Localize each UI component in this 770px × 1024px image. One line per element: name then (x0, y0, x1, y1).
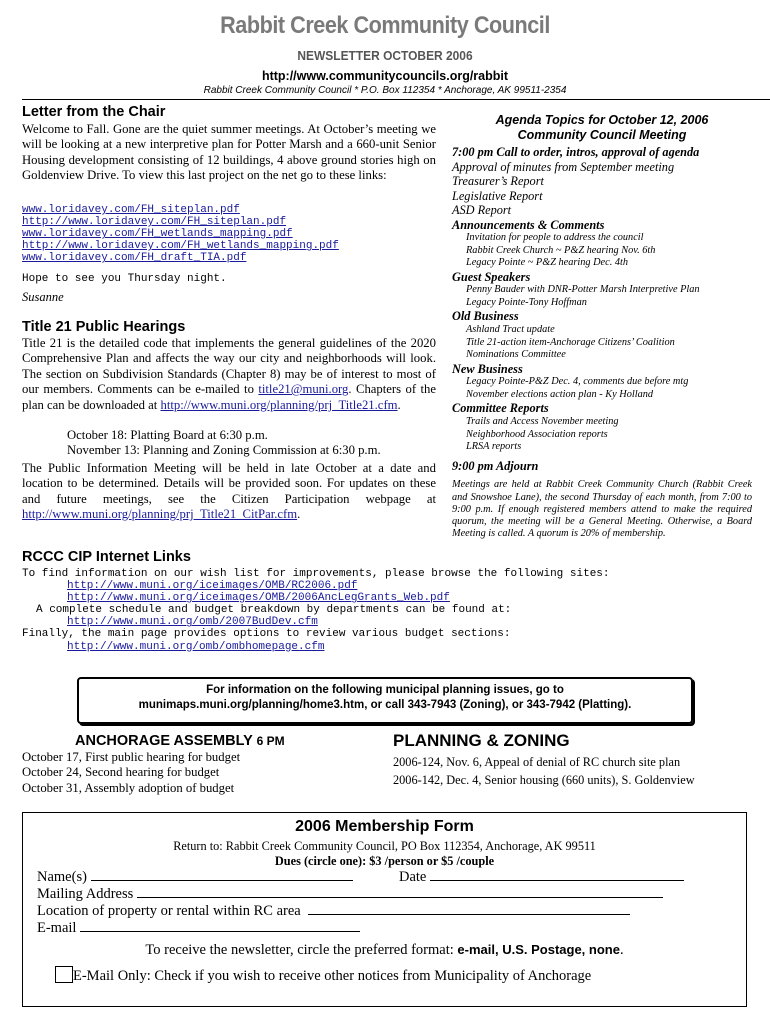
agenda-item: Treasurer’s Report (452, 174, 544, 188)
info-box-line: For information on the following municipal planning issues, go to (206, 684, 564, 696)
header-divider (22, 99, 770, 100)
assembly-list (22, 750, 240, 796)
location-field-row (37, 902, 630, 920)
date-input[interactable] (430, 868, 684, 881)
agenda-subtitle: Community Council Meeting (517, 128, 687, 142)
citizen-participation-link[interactable]: http://www.muni.org/planning/prj_Title21_CitPar.cfm (22, 507, 298, 522)
cip-link[interactable]: http://www.muni.org/iceimages/OMB/RC2006.pdf (67, 580, 358, 593)
assembly-item: October 17, First public hearing for budget (22, 750, 241, 764)
agenda-column (452, 113, 752, 541)
title21-paragraph-1: Title 21 is the detailed code that implements the general guidelines of the 2020 Comprehensive Plan and affects the way our city and neighborhoods will look. The section on Subdivision Standards (Chapter 8) may be of interest to most of our members. Comments can be e-mailed to title21@muni.org. Chapters of the plan can be downloaded at http://www.muni.org/planning/prj_Title21.cfm. (22, 336, 437, 412)
new-business-item: Legacy Pointe-P&Z Dec. 4, comments due before mtg (466, 376, 689, 388)
committee-report: Trails and Access November meeting (466, 415, 619, 427)
announcement-item: Rabbit Creek Church ~ P&Z hearing Nov. 6th (466, 244, 656, 256)
new-business-heading: New Business (452, 361, 523, 376)
agenda-item: Legislative Report (452, 188, 543, 203)
email-only-row (55, 966, 591, 985)
assembly-item: October 31, Assembly adoption of budget (22, 780, 235, 795)
committee-report: Neighborhood Association reports (466, 428, 608, 440)
new-business-item: November elections action plan - Ky Holland (466, 388, 654, 400)
name-label: Name(s) (37, 869, 87, 885)
cip-link[interactable]: http://www.muni.org/omb/2007BudDev.cfm (67, 616, 318, 629)
letter-link[interactable]: http://www.loridavey.com/FH_wetlands_mapping.pdf (22, 240, 339, 253)
mailing-label: Mailing Address (37, 886, 134, 902)
cip-link[interactable]: http://www.muni.org/iceimages/OMB/2006AncLegGrants_Web.pdf (67, 592, 450, 605)
letter-heading: Letter from the Chair (22, 104, 166, 120)
title21-dates (67, 428, 381, 459)
planning-info-box (77, 677, 693, 724)
letter-link[interactable]: www.loridavey.com/FH_siteplan.pdf (22, 204, 240, 216)
cip-links-block (22, 568, 610, 653)
announcement-item: Invitation for people to address the council (466, 232, 644, 243)
planning-list (393, 753, 695, 789)
email-only-checkbox[interactable] (55, 966, 73, 983)
cip-link[interactable]: http://www.muni.org/omb/ombhomepage.cfm (67, 640, 325, 653)
name-field-row (37, 868, 353, 886)
email-label: E-mail (37, 920, 77, 936)
title21-heading: Title 21 Public Hearings (22, 319, 186, 335)
letter-body: Welcome to Fall. Gone are the quiet summer meetings. At October’s meeting we will be looking at a new interpretive plan for Potter Marsh and a 660-unit Senior Housing development consisting of 12 buildings, 4 above ground stories high on Goldenview Drive. To view this last project on the net go to these links: (22, 122, 436, 183)
hearing-date: October 18: Platting Board at 6:30 p.m. (67, 428, 268, 442)
mailing-field-row (37, 885, 663, 903)
name-input[interactable] (91, 868, 353, 881)
cip-heading: RCCC CIP Internet Links (22, 549, 191, 565)
planning-item: 2006-142, Dec. 4, Senior housing (660 units), S. Goldenview (393, 773, 695, 787)
website-url[interactable]: http://www.communitycouncils.org/rabbit (261, 69, 509, 83)
newsletter-issue: NEWSLETTER OCTOBER 2006 (297, 48, 473, 63)
guest-speaker: Legacy Pointe-Tony Hoffman (466, 296, 587, 308)
announcement-item: Legacy Pointe ~ P&Z hearing Dec. 4th (466, 257, 628, 269)
assembly-time: 6 PM (256, 734, 285, 748)
mailing-input[interactable] (137, 885, 663, 898)
old-business-heading: Old Business (452, 309, 519, 324)
cip-text: Finally, the main page provides options to review various budget sections: (22, 628, 511, 641)
hearing-date: November 13: Planning and Zoning Commission at 6:30 p.m. (67, 443, 381, 458)
committee-report: LRSA reports (466, 441, 522, 453)
date-label: Date (399, 869, 427, 885)
agenda-item: Approval of minutes from September meeting (452, 159, 675, 174)
assembly-heading: ANCHORAGE ASSEMBLY 6 PM (75, 733, 285, 749)
announcements-heading: Announcements & Comments (452, 217, 605, 232)
location-input[interactable] (308, 902, 630, 915)
letter-links (22, 204, 339, 264)
email-only-label: E-Mail Only: Check if you wish to receive other notices from Municipality of Anchorage (73, 968, 592, 984)
newsletter-title: Rabbit Creek Community Council (220, 12, 550, 39)
email-input[interactable] (80, 919, 360, 932)
cip-text: To find information on our wish list for improvements, please browse the following sites: (22, 568, 610, 580)
old-business-item: Nominations Committee (466, 349, 566, 361)
planning-item: 2006-124, Nov. 6, Appeal of denial of RC church site plan (393, 755, 681, 769)
form-dues: Dues (circle one): $3 /person or $5 /couple (274, 854, 495, 868)
adjourn-time: 9:00 pm Adjourn (452, 458, 539, 473)
newsletter-format-row: To receive the newsletter, circle the preferred format: e-mail, U.S. Postage, none. (145, 942, 624, 958)
info-box-line: munimaps.muni.org/planning/home3.htm, or call 343-7943 (Zoning), or 343-7942 (Platting). (138, 699, 632, 711)
agenda-item: ASD Report (452, 203, 512, 217)
letter-link[interactable]: www.loridavey.com/FH_wetlands_mapping.pdf (22, 228, 293, 241)
guest-speakers-heading: Guest Speakers (452, 269, 531, 284)
letter-link[interactable]: http://www.loridavey.com/FH_siteplan.pdf (22, 216, 287, 229)
title21-download-link[interactable]: http://www.muni.org/planning/prj_Title21.cfm (160, 397, 398, 412)
old-business-item: Title 21-action item-Anchorage Citizens’ Coalition (466, 336, 675, 348)
old-business-item: Ashland Tract update (466, 323, 555, 335)
cip-text: A complete schedule and budget breakdown by departments can be found at: (36, 604, 512, 617)
date-field-row (399, 868, 684, 886)
letter-link[interactable]: www.loridavey.com/FH_draft_TIA.pdf (22, 252, 247, 265)
email-field-row (37, 919, 360, 937)
committee-reports-heading: Committee Reports (452, 401, 549, 416)
membership-form (22, 812, 747, 1007)
letter-closing: Hope to see you Thursday night. (22, 273, 227, 285)
title21-email-link[interactable]: title21@muni.org (258, 382, 349, 397)
form-title: 2006 Membership Form (295, 818, 474, 835)
form-return-address: Return to: Rabbit Creek Community Council, PO Box 112354, Anchorage, AK 99511 (173, 839, 596, 853)
agenda-call-to-order: 7:00 pm Call to order, intros, approval of agenda (452, 145, 700, 159)
meeting-note: Meetings are held at Rabbit Creek Community Church (Rabbit Creek and Snowshoe Lane), the second Thursday of each month, from 7:00 to 9:00 p.m. If enough registered members attend to make the required quorum, the meeting will be a General Meeting. Otherwise, a Board Meeting is called. A quorum is 20% of membership. (452, 479, 752, 540)
planning-heading: PLANNING & ZONING (393, 731, 570, 750)
council-address: Rabbit Creek Community Council * P.O. Box 112354 * Anchorage, AK 99511-2354 (203, 85, 567, 96)
letter-signature: Susanne (22, 290, 64, 304)
guest-speaker: Penny Bauder with DNR-Potter Marsh Interpretive Plan (466, 284, 700, 296)
location-label: Location of property or rental within RC area (37, 903, 301, 919)
title21-paragraph-2: The Public Information Meeting will be held in late October at a date and location to be determined. Details will be provided soon. For updates on these and future meetings, see the Citizen Participation webpage at http://www.muni.org/planning/prj_Title21_CitPar.cfm. (22, 461, 436, 522)
agenda-title: Agenda Topics for October 12, 2006 (495, 113, 709, 127)
newsletter-format-options[interactable]: e-mail, U.S. Postage, none (457, 942, 620, 957)
assembly-item: October 24, Second hearing for budget (22, 765, 220, 780)
